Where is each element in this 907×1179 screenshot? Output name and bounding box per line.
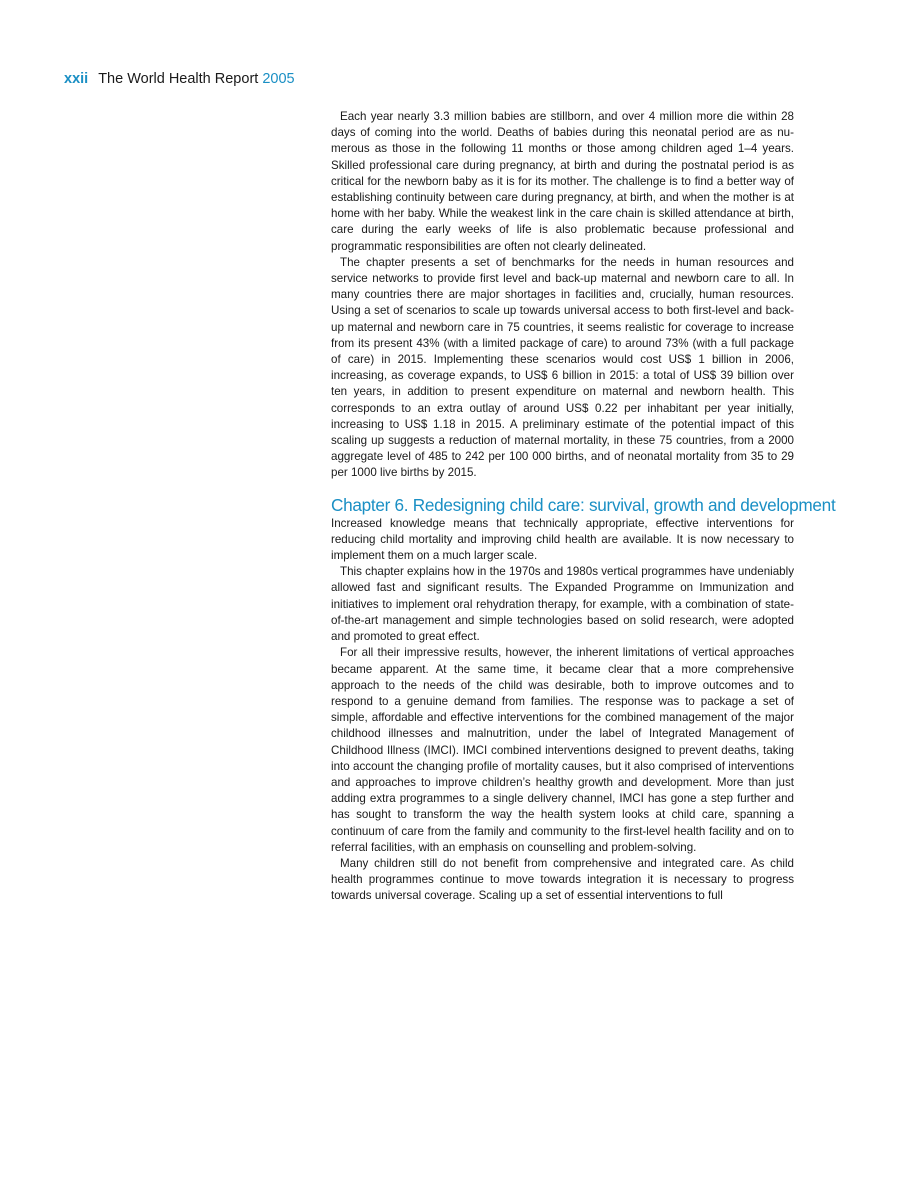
paragraph-universal-coverage: Many children still do not benefit from comprehensive and integrated care. As child health programmes continue to move towards integration it is necessary to progress towards universal coverage. Scaling up a set of essential interventions to full [331, 856, 794, 903]
running-header [64, 70, 295, 88]
paragraph-increased-knowledge: Increased knowledge means that technically appropriate, effective interventions for reducing child mortality and improving child health are available. It is now necessary to implement them on a much larger scale. [331, 516, 794, 563]
paragraph-imci: For all their impressive results, however, the inherent limitations of vertical approaches became apparent. At the same time, it became clear that a more comprehensive approach to the needs of the child was desirable, both to improve outcomes and to respond to a genuine demand from families. The response was to package a set of simple, affordable and effective interventions for the combined management of the major childhood illnesses and malnutrition, under the label of Integrated Management of Childhood Illness (IMCI). IMCI combined interventions designed to prevent deaths, taking into account the changing profile of mortality causes, but it also comprised of interventions and approaches to improve children’s healthy growth and development. More than just adding extra programmes to a single delivery channel, IMCI has gone a step further and has sought to transform the way the health system looks at child care, spanning a continuum of care from the family and community to the first-level health facility and on to referral facilities, with an emphasis on counselling and problem-solving. [331, 646, 794, 854]
page-number: xxii [64, 71, 89, 87]
paragraph-stillbirths: Each year nearly 3.3 million babies are stillborn, and over 4 million more die within 28 days of coming into the world. Deaths of babies during this neonatal period are as numerous as those in the following 11 months or those among children aged 1–4 years. Skilled professional care during pregnancy, at birth and during the postnatal period is as critical for the newborn baby as it is for its mother. The challenge is to find a better way of establishing continuity between care during pregnancy, at birth, and when the mother is at home with her baby. While the weakest link in the care chain is skilled attendance at birth, care during the early weeks of life is also problematic because professional and programmatic responsibilities are often not clearly delineated. [331, 110, 794, 253]
chapter-6-heading: Chapter 6. Redesigning child care: survival, growth and development [331, 494, 836, 515]
paragraph-vertical-programmes: This chapter explains how in the 1970s and 1980s vertical programmes have undeniably allowed fast and significant results. The Expanded Programme on Immunization and initiatives to implement oral rehydration therapy, for example, with a combination of state-of-the-art management and simple technologies based on solid research, were adopted and promoted to great effect. [331, 565, 794, 644]
report-title: The World Health Report [98, 71, 259, 87]
body-text-column [331, 109, 836, 905]
paragraph-benchmarks: The chapter presents a set of benchmarks for the needs in human resources and service networks to provide first level and back-up maternal and newborn care to all. In many countries there are major shortages in facilities and, crucially, human resources. Using a set of scenarios to scale up towards universal access to both first-level and back-up maternal and newborn care in 75 countries, it seems realistic for coverage to increase from its present 43% (with a limited package of care) to around 73% (with a full package of care) in 2015. Implementing these scenarios would cost US$ 1 billion in 2006, increasing, as coverage expands, to US$ 6 billion in 2015: a total of US$ 39 billion over ten years, in addition to present expenditure on maternal and newborn health. This corresponds to an extra outlay of around US$ 0.22 per inhabitant per year initially, increasing to US$ 1.18 in 2015. A preliminary estimate of the potential impact of this scaling up suggests a reduction of maternal mortality, in these 75 countries, from a 2000 aggregate level of 485 to 242 per 100 000 births, and of neonatal mortality from 35 to 29 per 1000 live births by 2015. [331, 255, 794, 480]
report-year: 2005 [262, 71, 295, 87]
